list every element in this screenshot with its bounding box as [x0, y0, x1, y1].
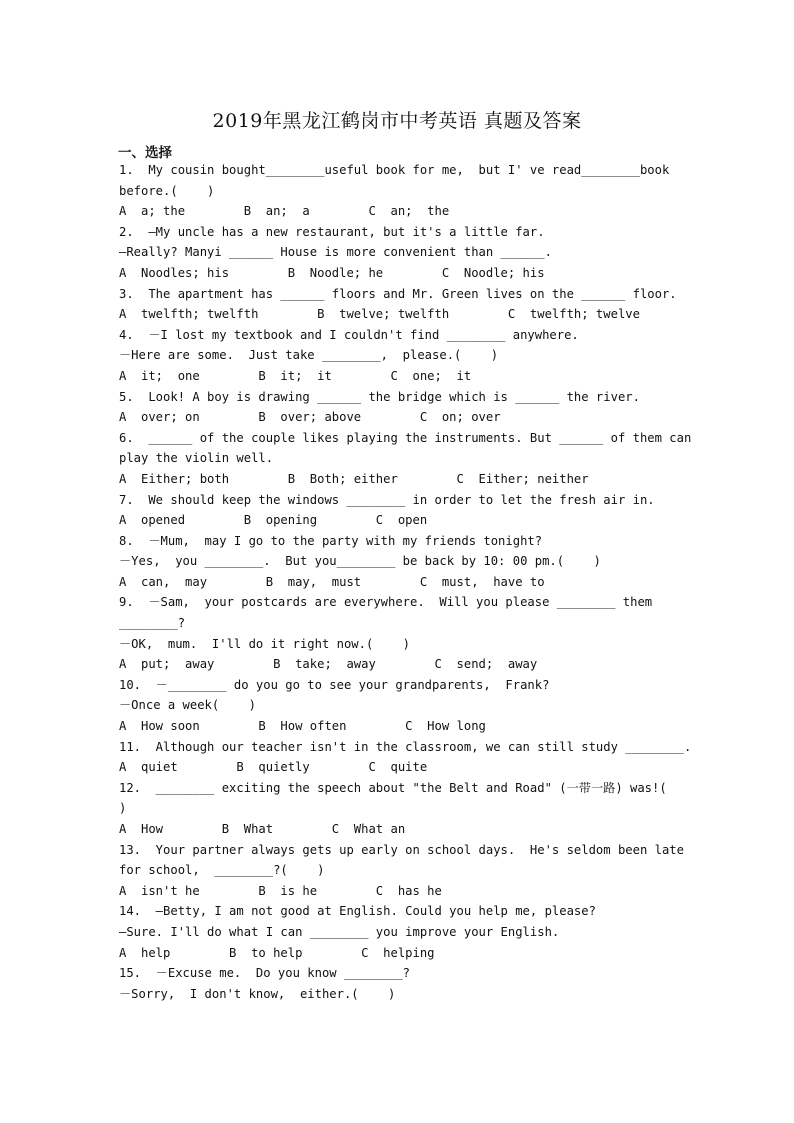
- text-line: —Sure. I'll do what I can ________ you improve your English.: [119, 924, 560, 939]
- section-heading: 一、选择: [118, 145, 172, 161]
- text-line: play the violin well.: [119, 451, 274, 466]
- text-line: —Really? Manyi ______ House is more convenient than ______.: [119, 245, 552, 260]
- text-line: A can, may B may, must C must, have to: [119, 574, 545, 589]
- text-line: A quiet B quietly C quite: [119, 760, 428, 775]
- text-line: A How B What C What an: [119, 822, 406, 836]
- text-line: 10. －________ do you go to see your grandparents, Frank?: [119, 677, 550, 692]
- text-line: A How soon B How often C How long: [119, 719, 486, 734]
- question-list: [119, 160, 692, 1004]
- text-line: 1. My cousin bought________useful book for me, but I' ve read________book: [119, 163, 670, 177]
- text-line: 12. ________ exciting the speech about "the Belt and Road" (一带一路) was!(: [119, 780, 667, 795]
- text-line: A isn't he B is he C has he: [119, 883, 442, 898]
- text-line: ): [119, 801, 127, 816]
- text-line: 6. ______ of the couple likes playing the instruments. But ______ of them can: [119, 430, 692, 445]
- text-line: before.( ): [119, 183, 215, 198]
- text-line: 3. The apartment has ______ floors and Mr. Green lives on the ______ floor.: [119, 286, 677, 301]
- text-line: A put; away B take; away C send; away: [119, 657, 538, 672]
- text-line: 15. －Excuse me. Do you know ________?: [119, 966, 411, 981]
- text-line: 7. We should keep the windows ________ in order to let the fresh air in.: [119, 492, 655, 507]
- text-line: 5. Look! A boy is drawing ______ the bridge which is ______ the river.: [119, 389, 640, 404]
- text-line: 11. Although our teacher isn't in the classroom, we can still study ________.: [119, 739, 692, 754]
- text-line: A it; one B it; it C one; it: [119, 368, 472, 383]
- text-line: －Sorry, I don't know, either.( ): [119, 986, 396, 1001]
- text-line: A opened B opening C open: [119, 513, 428, 528]
- text-line: －Once a week( ): [119, 698, 256, 713]
- text-line: 13. Your partner always gets up early on school days. He's seldom been late: [119, 842, 684, 857]
- text-line: A over; on B over; above C on; over: [119, 410, 501, 425]
- text-line: 8. －Mum, may I go to the party with my friends tonight?: [119, 533, 543, 548]
- text-line: －Here are some. Just take ________, please.( ): [119, 348, 499, 363]
- text-line: A Either; both B Both; either C Either; neither: [119, 471, 589, 486]
- text-line: for school, ________?( ): [119, 863, 325, 878]
- text-line: A twelfth; twelfth B twelve; twelfth C twelfth; twelve: [119, 307, 640, 322]
- text-line: ________?: [119, 616, 186, 631]
- text-line: －OK, mum. I'll do it right now.( ): [119, 636, 411, 651]
- text-line: A Noodles; his B Noodle; he C Noodle; his: [119, 265, 545, 280]
- text-line: 2. —My uncle has a new restaurant, but it's a little far.: [119, 224, 545, 239]
- text-line: －Yes, you ________. But you________ be back by 10: 00 pm.( ): [119, 554, 601, 569]
- text-line: 4. －I lost my textbook and I couldn't find ________ anywhere.: [119, 327, 579, 342]
- text-line: 14. —Betty, I am not good at English. Could you help me, please?: [119, 904, 596, 919]
- text-line: A a; the B an; a C an; the: [119, 204, 450, 219]
- text-line: A help B to help C helping: [119, 945, 435, 960]
- text-line: 9. －Sam, your postcards are everywhere. Will you please ________ them: [119, 595, 653, 610]
- page-title: 2019年黑龙江鹤岗市中考英语 真题及答案: [212, 110, 582, 132]
